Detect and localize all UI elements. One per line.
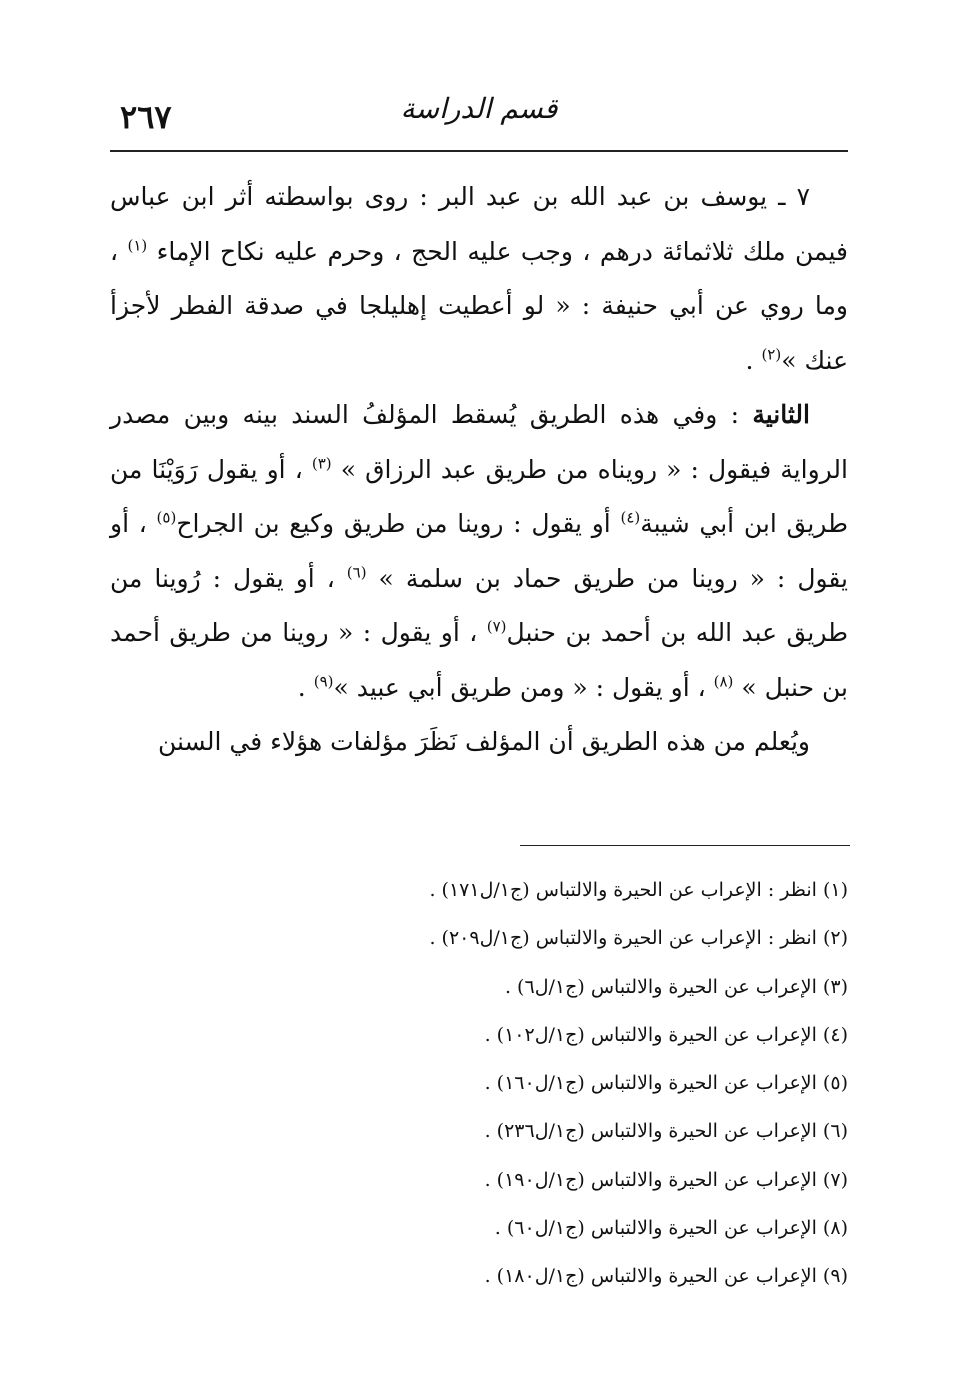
footnote-6: (٦) الإعراب عن الحيرة والالتباس (ج١/ل٢٣٦) . xyxy=(484,1120,848,1143)
paragraph-1 xyxy=(110,170,848,388)
paragraph-2 xyxy=(110,388,848,715)
paragraph-3: ويُعلم من هذه الطريق أن المؤلف نَظَرَ مؤلفات هؤلاء في السنن xyxy=(157,727,810,756)
footnote-9: (٩) الإعراب عن الحيرة والالتباس (ج١/ل١٨٠) . xyxy=(484,1265,848,1288)
page-number: ٢٦٧ xyxy=(120,98,172,136)
footnote-5: (٥) الإعراب عن الحيرة والالتباس (ج١/ل١٦٠) . xyxy=(484,1072,848,1095)
text-run: : وفي هذه الطريق يُسقط المؤلفُ السند بينه وبين مصدر الرواية فيقول : « رويناه من طريق عبد الرزاق » xyxy=(110,400,848,484)
text-run: ٧ ـ يوسف بن عبد الله بن عبد البر : روى بواسطته أثر ابن عباس فيمن ملك ثلاثمائة درهم ، وجب عليه الحج ، وحرم عليه نكاح الإماء xyxy=(110,182,849,266)
footnote-ref-9[interactable]: (٩) xyxy=(313,672,334,691)
footnotes xyxy=(110,866,848,1301)
footnote-1: (١) انظر : الإعراب عن الحيرة والالتباس (ج١/ل١٧١) . xyxy=(429,879,848,901)
footnote-3: (٣) الإعراب عن الحيرة والالتباس (ج١/ل٦) . xyxy=(504,975,848,998)
footnote-ref-8[interactable]: (٨) xyxy=(713,672,734,691)
footnote-ref-3[interactable]: (٣) xyxy=(311,454,332,473)
footnote-8: (٨) الإعراب عن الحيرة والالتباس (ج١/ل٦٠) . xyxy=(494,1217,848,1240)
footnote-ref-2[interactable]: (٢) xyxy=(761,345,782,364)
footnote-ref-6[interactable]: (٦) xyxy=(346,563,367,582)
footnote-7: (٧) الإعراب عن الحيرة والالتباس (ج١/ل١٩٠) . xyxy=(484,1168,848,1191)
header-rule xyxy=(110,150,848,152)
text-run: ، أو يقول : « ومن طريق أبي عبيد » xyxy=(333,672,714,702)
footnote-ref-5[interactable]: (٥) xyxy=(156,508,177,527)
footnote-ref-4[interactable]: (٤) xyxy=(620,508,641,527)
running-head: قسم الدراسة xyxy=(400,92,558,125)
text-run: ، أو يقول رَوَيْنَا من طريق ابن أبي شيبة xyxy=(110,454,848,538)
main-text xyxy=(110,170,848,770)
page-header xyxy=(110,92,848,150)
text-run: أو يقول : روينا من طريق وكيع بن الجراح xyxy=(176,509,621,538)
footnote-4: (٤) الإعراب عن الحيرة والالتباس (ج١/ل١٠٢) . xyxy=(484,1023,848,1046)
text-run: . xyxy=(297,672,314,702)
footnote-separator xyxy=(520,845,850,846)
footnote-ref-1[interactable]: (١) xyxy=(127,236,148,255)
text-run: ، أو يقول : « روينا من طريق أحمد بن حنبل » xyxy=(110,618,848,702)
text-run: ، وما روي عن أبي حنيفة : « لو أعطيت إهليلجا في صدقة الفطر لأجزأ عنك » xyxy=(110,236,848,375)
footnote-ref-7[interactable]: (٧) xyxy=(486,617,507,636)
text-run: ، أو يقول : « روينا من طريق حماد بن سلمة » xyxy=(110,509,849,593)
text-run: . xyxy=(745,345,762,375)
footnote-2: (٢) انظر : الإعراب عن الحيرة والالتباس (ج١/ل٢٠٩) . xyxy=(429,927,848,950)
text-run: ، أو يقول : رُوينا من طريق عبد الله بن أحمد بن حنبل xyxy=(110,563,849,647)
section-lead: الثانية xyxy=(752,400,810,429)
